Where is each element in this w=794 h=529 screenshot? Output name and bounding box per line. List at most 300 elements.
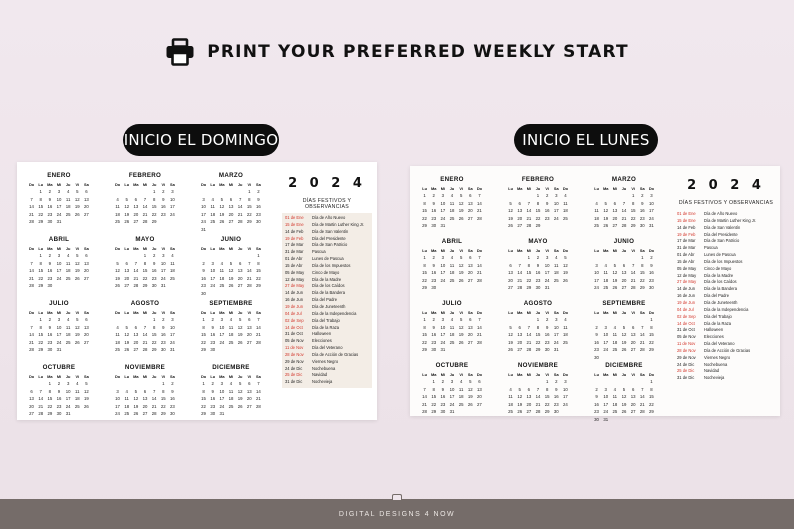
- weekday-header: Ju: [151, 309, 157, 315]
- day-cell: 26: [74, 211, 80, 217]
- day-cell: 6: [631, 386, 635, 392]
- day-cell: 12: [74, 196, 80, 202]
- empty-day: [226, 189, 235, 194]
- day-cell: 25: [115, 347, 120, 353]
- day-cell: 25: [449, 339, 455, 345]
- holiday-row: [677, 314, 775, 321]
- day-cell: 12: [621, 394, 627, 400]
- day-cell: 22: [151, 339, 157, 345]
- month-day-grid: [592, 372, 656, 423]
- day-cell: 3: [441, 317, 445, 323]
- month-day-grid: [113, 182, 177, 225]
- day-cell: 18: [563, 332, 568, 338]
- day-cell: 8: [143, 260, 147, 266]
- weekday-header: Do: [28, 245, 35, 251]
- day-cell: 6: [631, 324, 635, 330]
- day-cell: 3: [116, 388, 119, 394]
- day-cell: 29: [639, 285, 645, 291]
- day-cell: 8: [423, 262, 426, 268]
- empty-day: [610, 255, 619, 260]
- day-cell: 24: [544, 277, 550, 283]
- weekday-header: Vi: [75, 181, 80, 187]
- month-day-grid: [506, 372, 570, 415]
- holiday-date: 31 de Dic: [677, 375, 695, 381]
- day-cell: 5: [509, 324, 512, 330]
- weekday-header: Vi: [161, 373, 166, 379]
- day-cell: 3: [220, 317, 224, 323]
- day-cell: 13: [142, 396, 148, 402]
- day-cell: 14: [256, 324, 261, 330]
- day-cell: 18: [115, 339, 120, 345]
- day-cell: 30: [594, 417, 599, 423]
- holiday-row: [677, 334, 775, 341]
- day-cell: 26: [603, 223, 609, 229]
- holiday-date: 04 de Jul: [677, 306, 694, 312]
- day-cell: 13: [612, 208, 618, 214]
- empty-day: [592, 193, 601, 198]
- day-cell: 28: [256, 339, 261, 345]
- holiday-name: Elecciones: [704, 334, 724, 340]
- holiday-name: Día de Año Nuevo: [312, 215, 346, 220]
- holiday-row: [677, 252, 775, 259]
- day-cell: 9: [48, 324, 52, 330]
- day-cell: 12: [508, 208, 513, 214]
- weekday-header: Sa: [467, 247, 473, 253]
- day-cell: 23: [47, 339, 53, 345]
- empty-day: [629, 379, 638, 384]
- day-cell: 20: [517, 339, 523, 345]
- day-cell: 5: [220, 196, 224, 202]
- day-cell: 16: [256, 204, 261, 210]
- day-cell: 30: [151, 283, 157, 289]
- day-cell: 5: [238, 381, 242, 387]
- day-cell: 18: [594, 215, 599, 221]
- weekday-header: Sa: [170, 309, 175, 315]
- weekday-header: Do: [648, 309, 655, 315]
- empty-day: [638, 379, 647, 384]
- weekday-header: Lu: [124, 245, 130, 251]
- day-cell: 1: [650, 379, 653, 385]
- day-cell: 15: [639, 270, 645, 276]
- month-name: MARZO: [218, 172, 244, 179]
- day-cell: 12: [115, 268, 120, 274]
- day-cell: 27: [29, 411, 34, 417]
- holiday-date: 14 de Feb: [285, 228, 304, 234]
- month-name: FEBRERO: [521, 176, 555, 183]
- holiday-row: [285, 263, 369, 270]
- day-cell: 11: [458, 386, 464, 392]
- day-cell: 5: [134, 388, 138, 394]
- holiday-date: 04 de Jul: [285, 310, 302, 316]
- empty-day: [619, 255, 628, 260]
- day-cell: 10: [553, 324, 559, 330]
- day-cell: 22: [431, 401, 437, 407]
- holiday-name: Navidad: [704, 368, 720, 374]
- day-cell: 14: [535, 394, 541, 400]
- weekday-header: Mi: [142, 309, 148, 315]
- empty-day: [113, 189, 122, 194]
- day-cell: 5: [604, 200, 607, 206]
- day-cell: 7: [423, 386, 426, 392]
- day-cell: 27: [467, 215, 473, 221]
- holiday-row: [285, 304, 369, 311]
- weekday-header: Do: [648, 371, 655, 377]
- weekday-header: Do: [648, 185, 655, 191]
- day-cell: 7: [134, 260, 138, 266]
- month-enero: [420, 176, 484, 228]
- weekday-header: Vi: [247, 373, 252, 379]
- holiday-row: [285, 290, 369, 297]
- holiday-row: [677, 225, 775, 232]
- holiday-row: [677, 211, 775, 218]
- day-cell: 10: [56, 324, 62, 330]
- day-cell: 20: [467, 270, 473, 276]
- day-cell: 3: [545, 255, 549, 261]
- day-cell: 1: [39, 317, 42, 323]
- empty-day: [610, 379, 619, 384]
- day-cell: 19: [467, 394, 473, 400]
- day-cell: 9: [152, 260, 156, 266]
- month-name: NOVIEMBRE: [517, 362, 559, 369]
- holiday-row: [285, 215, 369, 222]
- weekday-header: Vi: [459, 247, 463, 253]
- month-name: SEPTIEMBRE: [209, 300, 253, 307]
- holiday-date: 14 de Jun: [677, 286, 695, 292]
- day-cell: 26: [621, 347, 627, 353]
- day-cell: 20: [246, 396, 252, 402]
- day-cell: 15: [160, 396, 166, 402]
- day-cell: 6: [622, 262, 626, 268]
- day-cell: 1: [432, 379, 435, 385]
- day-cell: 12: [124, 204, 130, 210]
- day-cell: 4: [125, 388, 128, 394]
- holiday-row: [285, 222, 369, 229]
- day-cell: 9: [545, 324, 549, 330]
- day-cell: 20: [142, 403, 148, 409]
- day-cell: 23: [47, 211, 53, 217]
- weekday-header: Ju: [621, 371, 627, 377]
- month-octubre: [420, 362, 484, 414]
- day-cell: 8: [257, 260, 260, 266]
- holiday-row: [285, 352, 369, 359]
- empty-day: [515, 379, 524, 384]
- day-cell: 7: [238, 196, 242, 202]
- empty-day: [217, 189, 226, 194]
- weekday-header: Do: [114, 181, 121, 187]
- day-cell: 15: [151, 204, 157, 210]
- day-cell: 26: [74, 339, 80, 345]
- holiday-name: Día de la Raza: [704, 320, 732, 326]
- weekday-header: Sa: [467, 371, 473, 377]
- day-cell: 28: [142, 347, 148, 353]
- weekday-header: Mi: [612, 371, 618, 377]
- holiday-date: 15 de Ene: [285, 221, 304, 227]
- holiday-date: 15 de Ene: [677, 217, 696, 223]
- day-cell: 15: [422, 270, 427, 276]
- day-cell: 27: [84, 339, 89, 345]
- day-cell: 3: [220, 381, 224, 387]
- empty-day: [131, 189, 140, 194]
- day-cell: 20: [526, 401, 532, 407]
- day-cell: 3: [555, 317, 558, 323]
- weekday-header: Ju: [151, 181, 157, 187]
- holiday-name: Viernes Negro: [704, 354, 731, 360]
- empty-day: [524, 317, 533, 322]
- empty-day: [27, 253, 36, 258]
- day-cell: 29: [535, 223, 541, 229]
- day-cell: 6: [509, 262, 512, 268]
- day-cell: 25: [449, 277, 455, 283]
- day-cell: 11: [449, 262, 455, 268]
- weekday-header: Ma: [603, 309, 609, 315]
- year-title: 2 0 2 4: [687, 178, 765, 193]
- day-cell: 13: [84, 260, 89, 266]
- day-cell: 26: [508, 347, 513, 353]
- day-cell: 13: [508, 270, 513, 276]
- holiday-name: Día de San Patricio: [312, 242, 348, 248]
- day-cell: 25: [219, 283, 225, 289]
- day-cell: 15: [151, 332, 157, 338]
- weekday-header: Do: [476, 185, 483, 191]
- day-cell: 17: [201, 211, 206, 217]
- empty-day: [592, 255, 601, 260]
- holiday-name: Día de los Caídos: [704, 279, 737, 285]
- day-cell: 6: [518, 200, 521, 206]
- day-cell: 10: [219, 388, 225, 394]
- weekday-header: Mi: [440, 247, 446, 253]
- day-cell: 28: [621, 223, 627, 229]
- day-cell: 3: [171, 189, 174, 195]
- day-cell: 17: [594, 277, 599, 283]
- weekday-header: Sa: [256, 245, 261, 251]
- day-cell: 13: [467, 324, 473, 330]
- day-cell: 22: [639, 277, 645, 283]
- holiday-row: [677, 286, 775, 293]
- empty-day: [131, 381, 140, 386]
- day-cell: 10: [603, 332, 609, 338]
- holiday-row: [285, 379, 369, 386]
- day-cell: 19: [219, 211, 225, 217]
- day-cell: 23: [649, 277, 654, 283]
- holidays-title: DÍAS FESTIVOS Y OBSERVANCIAS: [678, 200, 774, 206]
- empty-day: [629, 255, 638, 260]
- day-cell: 21: [142, 339, 148, 345]
- day-cell: 12: [124, 332, 130, 338]
- holiday-name: Lunes de Pascua: [704, 252, 736, 258]
- day-cell: 18: [553, 270, 559, 276]
- day-cell: 5: [622, 386, 626, 392]
- weekday-header: Mi: [526, 309, 532, 315]
- day-cell: 8: [536, 200, 540, 206]
- day-cell: 8: [650, 324, 653, 330]
- day-cell: 4: [66, 317, 70, 323]
- day-cell: 14: [29, 332, 34, 338]
- month-day-grid: [420, 310, 484, 353]
- day-cell: 10: [65, 388, 71, 394]
- day-cell: 31: [603, 417, 609, 423]
- weekday-header: Sa: [170, 181, 175, 187]
- weekday-header: Mi: [56, 309, 62, 315]
- day-cell: 11: [65, 260, 71, 266]
- day-cell: 27: [526, 409, 532, 415]
- day-cell: 15: [38, 268, 44, 274]
- day-cell: 4: [66, 253, 70, 259]
- day-cell: 25: [210, 219, 216, 225]
- day-cell: 1: [641, 255, 644, 261]
- day-cell: 19: [84, 396, 89, 402]
- day-cell: 17: [440, 332, 446, 338]
- empty-day: [515, 193, 524, 198]
- day-cell: 25: [170, 275, 175, 281]
- day-cell: 25: [124, 411, 130, 417]
- empty-day: [506, 193, 515, 198]
- day-cell: 20: [84, 332, 89, 338]
- weekday-header: Sa: [170, 245, 175, 251]
- holiday-date: 25 de Dic: [677, 368, 695, 374]
- day-cell: 22: [649, 339, 654, 345]
- day-cell: 10: [449, 386, 455, 392]
- day-cell: 11: [228, 388, 234, 394]
- day-cell: 26: [458, 215, 464, 221]
- day-cell: 11: [170, 260, 175, 266]
- day-cell: 12: [237, 388, 243, 394]
- day-cell: 11: [115, 332, 120, 338]
- day-cell: 19: [74, 268, 80, 274]
- weekday-header: Mi: [228, 181, 234, 187]
- day-cell: 30: [210, 411, 216, 417]
- day-cell: 26: [133, 411, 139, 417]
- weekday-header: Ma: [219, 373, 225, 379]
- day-cell: 6: [134, 324, 138, 330]
- day-cell: 2: [650, 255, 653, 261]
- day-cell: 16: [56, 396, 62, 402]
- day-cell: 27: [508, 285, 513, 291]
- day-cell: 9: [441, 386, 445, 392]
- day-cell: 14: [477, 324, 482, 330]
- day-cell: 6: [469, 255, 472, 261]
- day-cell: 11: [75, 388, 80, 394]
- day-cell: 25: [65, 275, 71, 281]
- day-cell: 11: [603, 270, 608, 276]
- holidays-title: DÍAS FESTIVOS Y OBSERVANCIAS: [302, 198, 352, 210]
- day-cell: 8: [527, 262, 531, 268]
- empty-day: [619, 379, 628, 384]
- month-day-grid: [113, 310, 177, 353]
- day-cell: 10: [553, 200, 559, 206]
- weekday-header: Ma: [47, 309, 53, 315]
- holiday-row: [285, 338, 369, 345]
- day-cell: 17: [170, 332, 175, 338]
- day-cell: 12: [517, 394, 523, 400]
- holiday-name: Día de San Valentín: [704, 224, 741, 230]
- day-cell: 10: [440, 324, 446, 330]
- day-cell: 21: [477, 208, 482, 214]
- day-cell: 17: [553, 332, 559, 338]
- month-name: NOVIEMBRE: [124, 364, 166, 371]
- day-cell: 31: [544, 285, 550, 291]
- day-cell: 21: [630, 277, 636, 283]
- day-cell: 8: [545, 386, 549, 392]
- day-cell: 14: [630, 270, 636, 276]
- weekday-header: Lu: [594, 309, 599, 315]
- day-cell: 24: [603, 409, 609, 415]
- day-cell: 18: [74, 396, 80, 402]
- holiday-row: [677, 375, 775, 382]
- month-name: ABRIL: [441, 238, 463, 245]
- day-cell: 2: [48, 189, 52, 195]
- month-junio: [592, 238, 656, 290]
- empty-day: [515, 255, 524, 260]
- day-cell: 22: [422, 277, 427, 283]
- weekday-header: Lu: [210, 373, 216, 379]
- day-cell: 26: [237, 403, 243, 409]
- holiday-row: [677, 348, 775, 355]
- day-cell: 12: [84, 388, 89, 394]
- day-cell: 26: [508, 223, 513, 229]
- day-cell: 14: [29, 268, 34, 274]
- weekday-header: Ju: [65, 245, 71, 251]
- weekday-header: Ma: [517, 309, 523, 315]
- day-cell: 28: [639, 409, 645, 415]
- day-cell: 19: [237, 332, 243, 338]
- day-cell: 12: [603, 208, 609, 214]
- day-cell: 6: [469, 193, 472, 199]
- day-cell: 15: [201, 332, 206, 338]
- holiday-row: [677, 300, 775, 307]
- day-cell: 17: [603, 339, 609, 345]
- day-cell: 4: [116, 196, 119, 202]
- day-cell: 25: [508, 409, 513, 415]
- day-cell: 3: [162, 253, 165, 259]
- day-cell: 20: [237, 275, 243, 281]
- day-cell: 29: [201, 411, 206, 417]
- day-cell: 23: [256, 211, 261, 217]
- day-cell: 17: [56, 332, 62, 338]
- empty-day: [524, 379, 533, 384]
- day-cell: 14: [639, 332, 645, 338]
- day-cell: 29: [256, 283, 261, 289]
- day-cell: 29: [38, 219, 44, 225]
- weekday-header: Mi: [612, 185, 618, 191]
- day-cell: 6: [518, 324, 521, 330]
- weekday-header: Mi: [56, 373, 62, 379]
- day-cell: 22: [535, 339, 541, 345]
- weekday-header: Mi: [228, 309, 234, 315]
- holiday-date: 12 de May: [677, 272, 697, 278]
- day-cell: 22: [649, 401, 654, 407]
- month-name: JULIO: [442, 300, 462, 307]
- day-cell: 26: [124, 347, 130, 353]
- day-cell: 4: [76, 381, 79, 387]
- day-cell: 1: [631, 193, 635, 199]
- weekday-header: Mi: [228, 245, 234, 251]
- day-cell: 20: [621, 277, 627, 283]
- day-cell: 7: [257, 317, 260, 323]
- holiday-row: [677, 362, 775, 369]
- day-cell: 9: [595, 332, 598, 338]
- weekday-header: Lu: [210, 245, 216, 251]
- holiday-row: [285, 311, 369, 318]
- holiday-row: [677, 368, 775, 375]
- day-cell: 26: [517, 409, 523, 415]
- holiday-row: [677, 245, 775, 252]
- month-name: MAYO: [528, 238, 548, 245]
- day-cell: 24: [594, 285, 599, 291]
- day-cell: 5: [76, 189, 79, 195]
- month-name: MAYO: [135, 236, 155, 243]
- day-cell: 21: [517, 277, 523, 283]
- day-cell: 9: [555, 386, 558, 392]
